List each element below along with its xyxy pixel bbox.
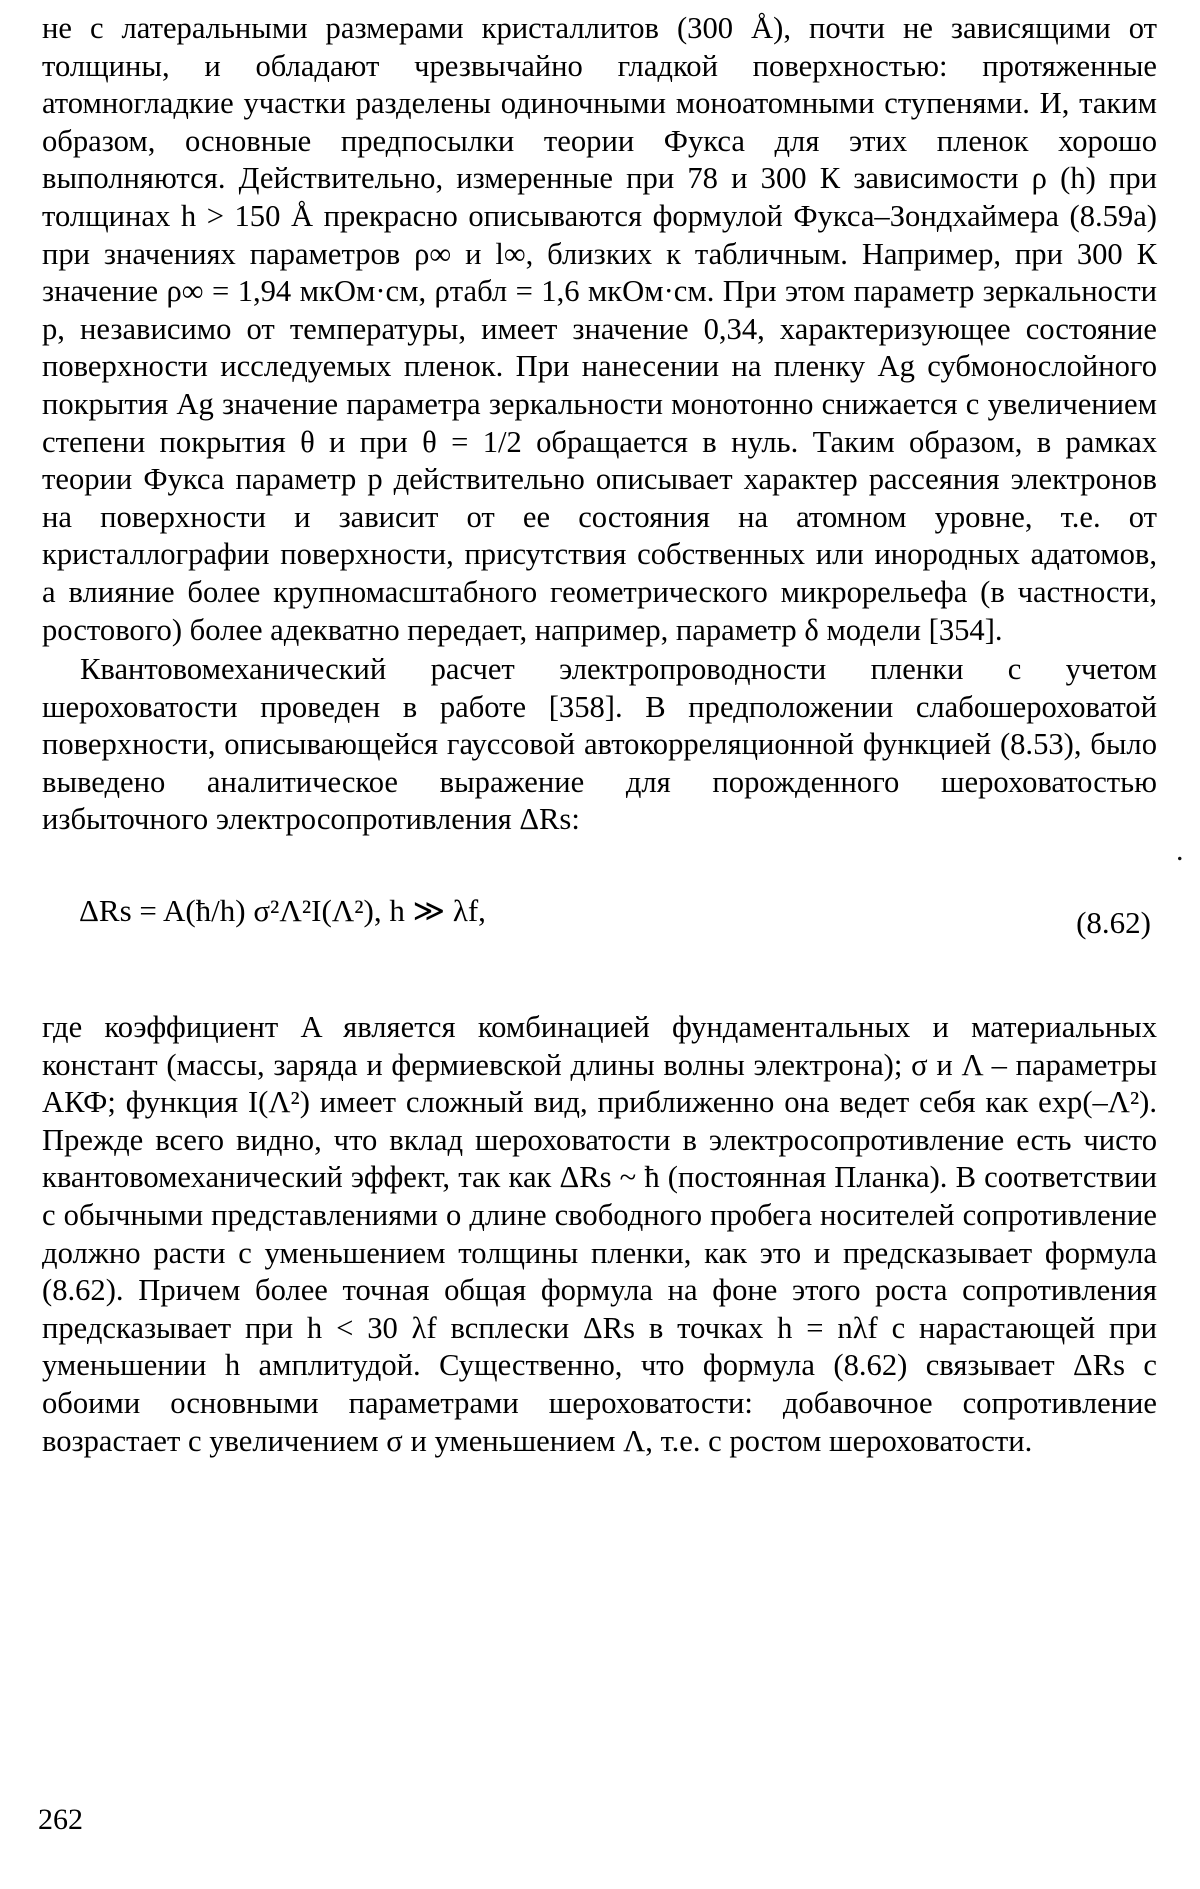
- margin-mark: .: [1176, 834, 1184, 867]
- paragraph-3: где коэффициент A является комбинацией фундаментальных и материальных констант (массы, заряда и фермиевской длины волны электрона); σ и Λ – параметры АКФ; функция I(Λ²) имеет сложный вид, приближенно она ведет себя как exp(–Λ²). Прежде всего видно, что вклад шероховатости в электросопротивление есть чисто квантовомеханический эффект, так как ΔRs ~ ħ (постоянная Планка). В соответствии с обычными представлениями о длине свободного пробега носителей сопротивление должно расти с уменьшением толщины пленки, как это и предсказывает формула (8.62). Причем более точная общая формула на фоне этого роста сопротивления предсказывает при h < 30 λf всплески ΔRs в точках h = nλf с нарастающей при уменьшении h амплитудой. Существенно, что формула (8.62) связывает ΔRs с обоими основными параметрами шероховатости: добавочное сопротивление возрастает с увеличением σ и уменьшением Λ, т.е. с ростом шероховатости.: [42, 1010, 1157, 1458]
- formula: ΔRs = A(ħ/h) σ²Λ²I(Λ²), h ≫ λf,: [79, 893, 486, 929]
- page-body: [42, 10, 1157, 1460]
- paragraph-1: не с латеральными размерами кристаллитов (300 Å), почти не зависящими от толщины, и обладают чрезвычайно гладкой поверхностью: протяженные атомногладкие участки разделены одиночными моноатомными ступенями. И, таким образом, основные предпосылки теории Фукса для этих пленок хорошо выполняются. Действительно, измеренные при 78 и 300 К зависимости ρ (h) при толщинах h > 150 Å прекрасно описываются формулой Фукса–Зондхаймера (8.59а) при значениях параметров ρ∞ и l∞, близких к табличным. Например, при 300 К значение ρ∞ = 1,94 мкОм·см, ρтабл = 1,6 мкОм·см. При этом параметр зеркальности p, независимо от температуры, имеет значение 0,34, характеризующее состояние поверхности исследуемых пленок. При нанесении на пленку Ag субмонослойного покрытия Ag значение параметра зеркальности монотонно снижается с увеличением степени покрытия θ и при θ = 1/2 обращается в нуль. Таким образом, в рамках теории Фукса параметр p действительно описывает характер рассеяния электронов на поверхности и зависит от ее состояния на атомном уровне, т.е. от кристаллографии поверхности, присутствия собственных или инородных адатомов, а влияние более крупномасштабного геометрического микрорельефа (в частности, ростового) более адекватно передает, например, параметр δ модели [354].: [42, 11, 1157, 647]
- paragraph-2: Квантовомеханический расчет электропроводности пленки с учетом шероховатости проведен в работе [358]. В предположении слабошероховатой поверхности, описывающейся гауссовой автокорреляционной функцией (8.53), было выведено аналитическое выражение для порожденного шероховатостью избыточного электросопротивления ΔRs:: [42, 652, 1157, 837]
- equation-number: (8.62): [1076, 905, 1151, 941]
- page-number: 262: [38, 1803, 83, 1836]
- formula-block: [42, 885, 1157, 971]
